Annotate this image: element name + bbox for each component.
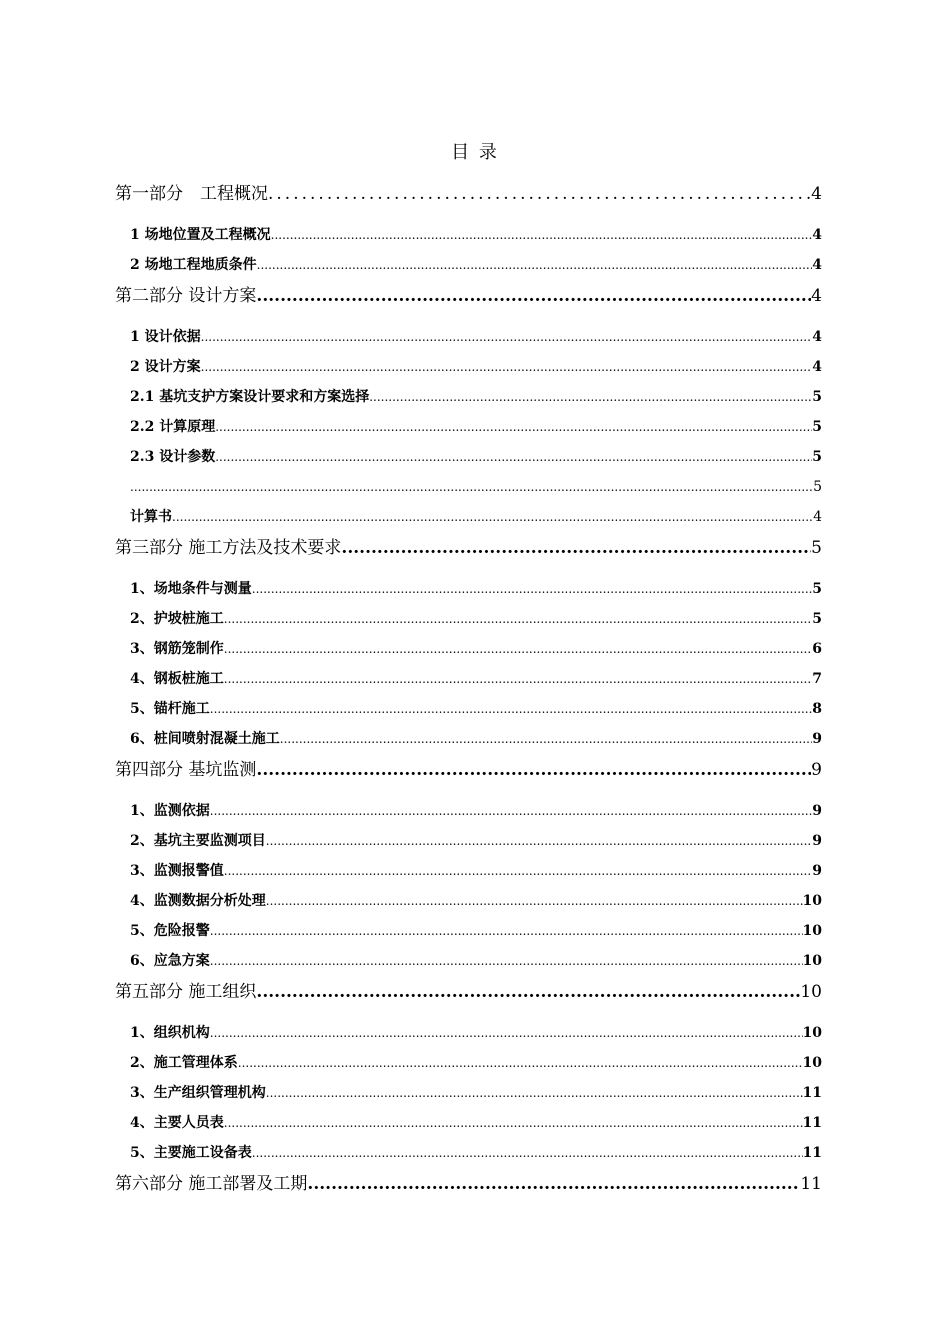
toc-item-label: 2.1 基坑支护方案设计要求和方案选择 [130, 389, 370, 405]
dot-leader [280, 724, 813, 754]
dot-leader [224, 1108, 803, 1138]
toc-page-number: 11 [800, 1174, 822, 1194]
toc-item-label: 3、钢筋笼制作 [130, 641, 224, 657]
toc-item-label: 4、钢板桩施工 [130, 671, 224, 687]
toc-page-number: 11 [802, 1115, 822, 1131]
toc-item-label: 3、生产组织管理机构 [130, 1085, 266, 1101]
toc-item[interactable] [115, 382, 822, 412]
toc-part-label: 第四部分 基坑监测 [115, 760, 257, 780]
toc-item[interactable] [115, 220, 822, 250]
toc-part-label: 第五部分 施工组织 [115, 982, 257, 1002]
toc-item-label: 2 设计方案 [130, 359, 201, 375]
toc-page-number: 4 [811, 286, 822, 306]
dot-leader [215, 442, 812, 472]
toc-page-number: 4 [812, 329, 822, 345]
toc-part-1[interactable] [115, 178, 822, 210]
toc-page-number: 5 [811, 538, 822, 558]
toc-page-number: 5 [812, 581, 822, 597]
dot-leader [210, 1018, 803, 1048]
dot-leader [215, 412, 812, 442]
toc-item[interactable] [115, 796, 822, 826]
toc-item-label: 2、护坡桩施工 [130, 611, 224, 627]
toc-item-label: 1 设计依据 [130, 329, 201, 345]
toc-page-number: 5 [812, 449, 822, 465]
dot-leader [268, 178, 811, 210]
toc-part-label: 第二部分 设计方案 [115, 286, 257, 306]
toc-page-number: 7 [812, 671, 822, 687]
dot-leader [201, 352, 813, 382]
toc-page-number: 11 [802, 1145, 822, 1161]
dot-leader [130, 472, 813, 502]
toc-part-label: 第三部分 施工方法及技术要求 [115, 538, 342, 558]
toc-page-number: 4 [812, 257, 822, 273]
toc-title: 目 录 [451, 142, 499, 163]
toc-page-number: 6 [812, 641, 822, 657]
toc-page-number: 9 [812, 833, 822, 849]
toc-item-label: 5、危险报警 [130, 923, 210, 939]
toc-item[interactable] [115, 574, 822, 604]
toc-page-number: 4 [811, 184, 822, 204]
toc-item[interactable] [115, 886, 822, 916]
toc-page-number: 10 [802, 953, 822, 969]
toc-item-label: 1 场地位置及工程概况 [130, 227, 271, 243]
toc-item[interactable] [115, 352, 822, 382]
toc-page-number: 9 [812, 863, 822, 879]
toc-page-number: 4 [812, 227, 822, 243]
dot-leader [224, 856, 813, 886]
toc-page-number: 8 [812, 701, 822, 717]
toc-item[interactable] [115, 1048, 822, 1078]
toc-item-label: 3、监测报警值 [130, 863, 224, 879]
toc-item[interactable] [115, 442, 822, 472]
toc-item-label: 1、组织机构 [130, 1025, 210, 1041]
toc-item[interactable] [115, 1138, 822, 1168]
toc-page-number: 9 [812, 803, 822, 819]
toc-item-label: 6、桩间喷射混凝土施工 [130, 731, 280, 747]
dot-leader [252, 1138, 803, 1168]
dot-leader [224, 664, 813, 694]
toc-item[interactable] [115, 1108, 822, 1138]
toc-item-label: 4、监测数据分析处理 [130, 893, 266, 909]
dot-leader [307, 1168, 800, 1200]
toc-page-number: 10 [802, 1025, 822, 1041]
dot-leader [266, 826, 813, 856]
toc-item-label: 6、应急方案 [130, 953, 210, 969]
toc-item[interactable] [115, 694, 822, 724]
toc-item-label: 2、施工管理体系 [130, 1055, 238, 1071]
toc-item[interactable] [115, 664, 822, 694]
toc-page-number: 9 [812, 731, 822, 747]
toc-page-number: 9 [811, 760, 822, 780]
toc-item-label: 2.2 计算原理 [130, 419, 216, 435]
toc-item[interactable] [115, 412, 822, 442]
dot-leader [210, 796, 813, 826]
toc-page-number: 11 [802, 1085, 822, 1101]
toc-item[interactable] [115, 250, 822, 280]
dot-leader [257, 250, 813, 280]
toc-item-label: 2.3 设计参数 [130, 449, 216, 465]
toc-item[interactable] [115, 472, 822, 502]
dot-leader [256, 280, 811, 312]
toc-item[interactable] [115, 1078, 822, 1108]
toc-item-label: 1、监测依据 [130, 803, 210, 819]
toc-page-number: 10 [802, 923, 822, 939]
toc-item-label: 计算书 [130, 509, 172, 525]
toc-part-4[interactable] [115, 754, 822, 786]
dot-leader [256, 754, 811, 786]
dot-leader [172, 502, 813, 532]
dot-leader [224, 634, 813, 664]
toc-page-number: 10 [800, 982, 822, 1002]
toc-page-number: 5 [813, 479, 822, 495]
toc-item[interactable] [115, 604, 822, 634]
dot-leader [210, 916, 803, 946]
toc-item[interactable] [115, 634, 822, 664]
toc-part-2[interactable] [115, 280, 822, 312]
toc-item-label: 5、主要施工设备表 [130, 1145, 252, 1161]
table-of-contents [115, 178, 822, 1200]
toc-page-number: 4 [813, 509, 822, 525]
toc-item[interactable] [115, 946, 822, 976]
toc-part-label: 第一部分 工程概况 [115, 184, 268, 204]
toc-item-label: 4、主要人员表 [130, 1115, 224, 1131]
toc-item[interactable] [115, 826, 822, 856]
toc-page-number: 5 [812, 389, 822, 405]
toc-page-number: 5 [812, 611, 822, 627]
toc-item[interactable] [115, 856, 822, 886]
toc-item[interactable] [115, 1018, 822, 1048]
toc-page-number: 5 [812, 419, 822, 435]
toc-page-number: 4 [812, 359, 822, 375]
toc-item-label: 2 场地工程地质条件 [130, 257, 257, 273]
toc-part-3[interactable] [115, 532, 822, 564]
dot-leader [210, 694, 813, 724]
dot-leader [266, 1078, 803, 1108]
toc-item-label: 1、场地条件与测量 [130, 581, 252, 597]
dot-leader [201, 322, 813, 352]
dot-leader [266, 886, 803, 916]
toc-item[interactable] [115, 916, 822, 946]
toc-part-6[interactable] [115, 1168, 822, 1200]
toc-item-label: 5、锚杆施工 [130, 701, 210, 717]
toc-part-label: 第六部分 施工部署及工期 [115, 1174, 308, 1194]
toc-item[interactable] [115, 724, 822, 754]
toc-part-5[interactable] [115, 976, 822, 1008]
dot-leader [256, 976, 800, 1008]
dot-leader [341, 532, 811, 564]
toc-item-label: 2、基坑主要监测项目 [130, 833, 266, 849]
dot-leader [369, 382, 812, 412]
dot-leader [252, 574, 813, 604]
dot-leader [224, 604, 813, 634]
toc-page-number: 10 [802, 893, 822, 909]
toc-page-number: 10 [802, 1055, 822, 1071]
dot-leader [238, 1048, 803, 1078]
toc-item[interactable] [115, 502, 822, 532]
toc-item[interactable] [115, 322, 822, 352]
dot-leader [271, 220, 813, 250]
dot-leader [210, 946, 803, 976]
